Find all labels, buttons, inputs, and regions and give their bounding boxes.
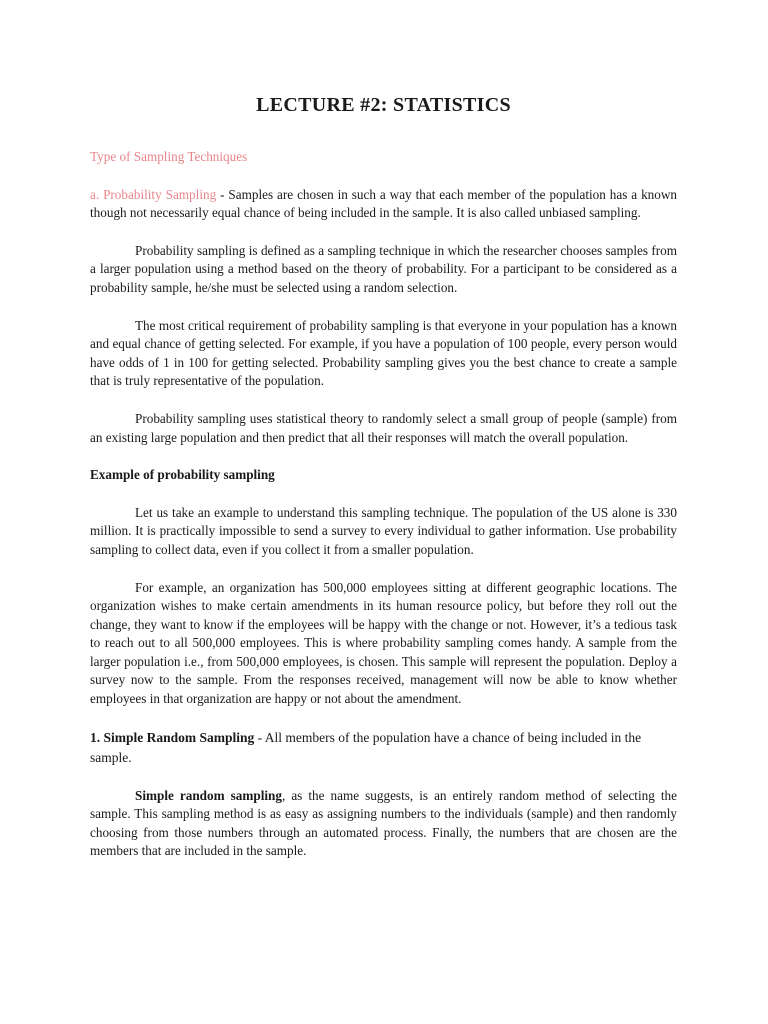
section-heading: Type of Sampling Techniques bbox=[90, 149, 248, 164]
simple-random-sampling-label: 1. Simple Random Sampling bbox=[90, 729, 255, 745]
document-body bbox=[90, 92, 677, 880]
simple-random-sampling-definition bbox=[90, 728, 677, 768]
probability-sampling-definition bbox=[90, 186, 677, 223]
example-heading: Example of probability sampling bbox=[90, 467, 275, 483]
paragraph-3: Probability sampling uses statistical theory to randomly select a small group of people (sample) from an existing large population and then predict that all their responses will match the overall population. bbox=[90, 410, 677, 445]
page-title: LECTURE #2: STATISTICS bbox=[256, 94, 511, 116]
probability-sampling-label: a. Probability Sampling bbox=[90, 186, 217, 202]
paragraph-6-text: , as the name suggests, is an entirely random method of selecting the sample. This sampling method is as easy as assigning numbers to the individuals (sample) and then randomly choosing from those numbers through an automated process. Finally, the numbers that are chosen are the members that are included in the sample. bbox=[90, 787, 677, 859]
paragraph-2: The most critical requirement of probability sampling is that everyone in your population has a known and equal chance of getting selected. For example, if you have a population of 100 people, every person would have odds of 1 in 100 for getting selected. Probability sampling gives you the best chance to create a sample that is truly representative of the population. bbox=[90, 317, 677, 389]
paragraph-4: Let us take an example to understand this sampling technique. The population of the US alone is 330 million. It is practically impossible to send a survey to every individual to gather information. Use probability sampling to collect data, even if you collect it from a smaller population. bbox=[90, 504, 677, 557]
probability-sampling-text: - Samples are chosen in such a way that each member of the population has a known though not necessarily equal chance of being included in the sample. It is also called unbiased sampling. bbox=[90, 186, 677, 221]
simple-random-sampling-term: Simple random sampling bbox=[135, 787, 282, 803]
paragraph-5: For example, an organization has 500,000 employees sitting at different geographic locations. The organization wishes to make certain amendments in its human resource policy, but before they roll out the change, they want to know if the employees will be happy with the change or not. However, it’s a tedious task to reach out to all 500,000 employees. This is where probability sampling comes handy. A sample from the larger population i.e., from 500,000 employees, is chosen. This sample will represent the population. Deploy a survey now to the sample. From the responses received, management will now be able to know whether employees in that organization are happy or not about the amendment. bbox=[90, 579, 677, 707]
simple-random-sampling-text: - All members of the population have a chance of being included in the sample. bbox=[90, 729, 642, 765]
paragraph-1: Probability sampling is defined as a sampling technique in which the researcher chooses samples from a larger population using a method based on the theory of probability. For a participant to be considered as a probability sample, he/she must be selected using a random selection. bbox=[90, 242, 677, 295]
paragraph-6 bbox=[90, 787, 677, 861]
